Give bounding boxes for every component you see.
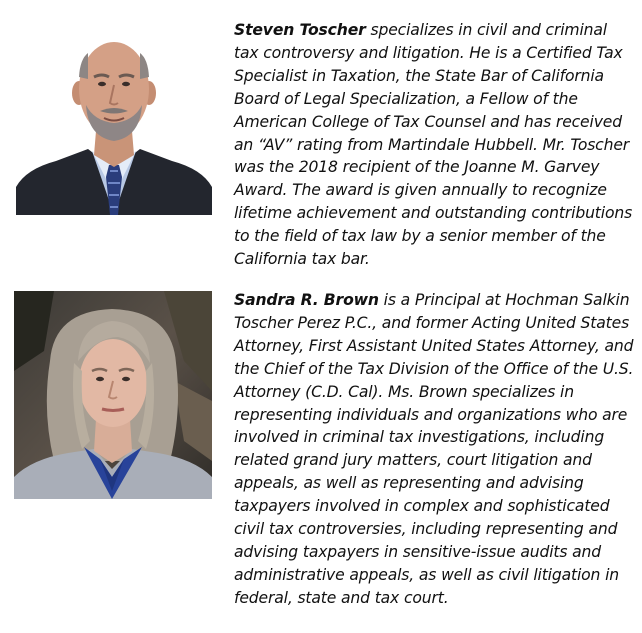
bio-paragraph (234, 289, 636, 610)
bio-description: is a Principal at Hochman Salkin Toscher Perez P.C., and former Acting United States Attorney, First Assistant United States Attorney, and the Chief of the Tax Division of the Office of the U.S. Attorney (C.D. Cal). Ms. Brown specializes in representing individuals and organizations who are involved in criminal tax investigations, including related grand jury matters, court litigation and appeals, as well as representing and advising taxpayers involved in complex and sophisticated civil tax controversies, including representing and advising taxpayers in sensitive-issue audits and administrative appeals, as well as civil litigation in federal, state and tax court. (234, 291, 634, 607)
bio-name: Steven Toscher (234, 21, 366, 39)
portrait-photo (14, 291, 212, 499)
portrait-photo (16, 19, 212, 215)
bio-name: Sandra R. Brown (234, 291, 379, 309)
bio-paragraph (234, 19, 636, 271)
bio-description: specializes in civil and criminal tax controversy and litigation. He is a Certified Tax Specialist in Taxation, the State Bar of California Board of Legal Specialization, a Fellow of the American College of Tax Counsel and has received an “AV” rating from Martindale Hubbell. Mr. Toscher was the 2018 recipient of the Joanne M. Garvey Award. The award is given annually to recognize lifetime achievement and outstanding contributions to the field of tax law by a senior member of the California tax bar. (234, 21, 633, 269)
bio-sandra-brown (0, 285, 642, 633)
bio-steven-toscher (0, 0, 642, 280)
